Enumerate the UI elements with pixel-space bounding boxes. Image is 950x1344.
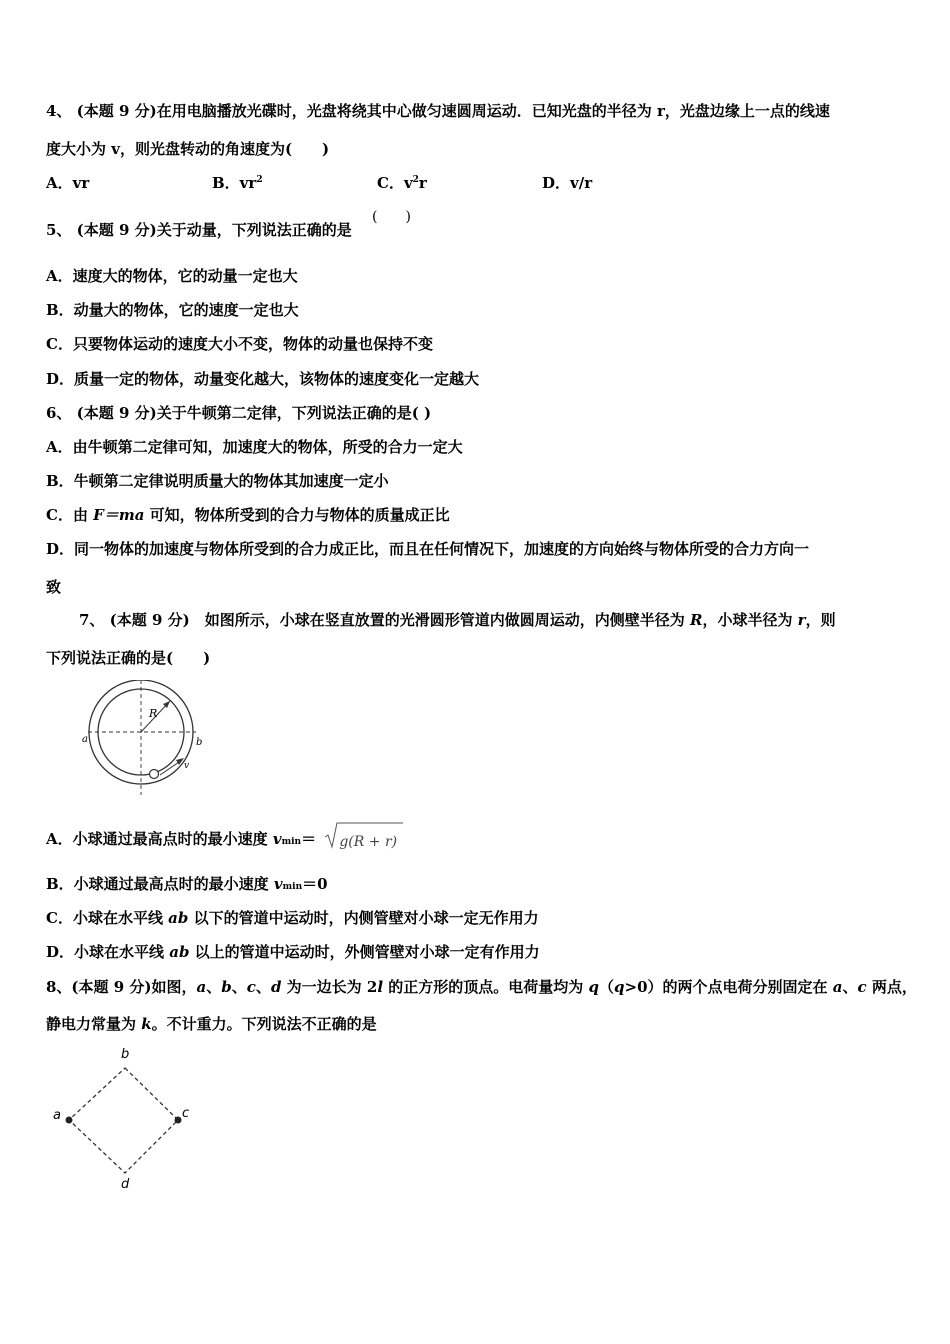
q8-label-d: d (121, 1177, 130, 1192)
q7-label-v: v (184, 761, 190, 771)
q6-option-b: B．牛顿第二定律说明质量大的物体其加速度一定小 (46, 472, 389, 490)
q8-stem-line2: 静电力常量为 k。不计重力。下列说法不正确的是 (46, 1015, 377, 1033)
q4-stem-line1: 4、 (本题 9 分)在用电脑播放光碟时，光盘将绕其中心做匀速圆周运动．已知光盘的半径为 r，光盘边缘上一点的线速 (46, 102, 830, 120)
q6-option-a: A．由牛顿第二定律可知，加速度大的物体，所受的合力一定大 (46, 438, 463, 456)
q7-option-a: A．小球通过最高点时的最小速度 vmin＝ g(R + r) (46, 829, 405, 852)
q7-label-a: a (82, 734, 88, 745)
q5-option-b: B．动量大的物体，它的速度一定也大 (46, 301, 299, 319)
q8-stem-line1: 8、(本题 9 分)如图，a、b、c、d 为一边长为 2l 的正方形的顶点。电荷量均为 q（q>0）的两个点电荷分别固定在 a、c 两点， (46, 978, 917, 996)
q6-stem: 6、 (本题 9 分)关于牛顿第二定律，下列说法正确的是( ) (46, 404, 432, 422)
q5-option-a: A．速度大的物体，它的动量一定也大 (46, 267, 298, 285)
q8-square-figure (46, 1044, 196, 1192)
q4-option-a: A．vr (46, 174, 90, 192)
q8-square-edges (69, 1068, 178, 1173)
q4-option-b: B．$vr^2$ (212, 174, 263, 192)
q7-label-r: R (149, 707, 158, 720)
q7-radical-sign (323, 819, 405, 849)
q4-stem-line2: 度大小为 v，则光盘转动的角速度为( ) (46, 140, 330, 158)
q6-formula: F＝ma (93, 506, 145, 524)
q6-option-d-line1: D．同一物体的加速度与物体所受到的合力成正比，而且在任何情况下，加速度的方向始终与物体所受的合力方向一 (46, 540, 810, 558)
q6-option-c: C．由 F＝ma 可知，物体所受到的合力与物体的质量成正比 (46, 506, 450, 524)
q7-ball (150, 770, 159, 779)
q5-option-d: D．质量一定的物体，动量变化越大，该物体的速度变化一定越大 (46, 370, 480, 388)
q7-option-c: C．小球在水平线 ab 以下的管道中运动时，内侧管壁对小球一定无作用力 (46, 909, 539, 927)
q7-label-b: b (196, 737, 203, 748)
q6-option-d-line2: 致 (46, 578, 62, 596)
q7-stem-line2: 下列说法正确的是( ) (46, 649, 211, 667)
q8-charge-a (66, 1117, 73, 1124)
q8-label-c: c (182, 1106, 190, 1121)
q8-label-a: a (53, 1108, 61, 1123)
q7-stem-line1: 7、 (本题 9 分) 如图所示，小球在竖直放置的光滑圆形管道内做圆周运动，内侧壁半径为 R，小球半径为 r，则 (79, 611, 836, 629)
q8-charge-c (175, 1117, 182, 1124)
q8-label-b: b (121, 1047, 130, 1062)
q7-circular-tube-figure (78, 680, 218, 798)
q5-stem: 5、 (本题 9 分)关于动量，下列说法正确的是 (46, 221, 352, 239)
q7-option-b: B．小球通过最高点时的最小速度 vmin＝0 (46, 875, 328, 893)
q4-option-c: C．$v^2r$ (377, 174, 427, 192)
q7-option-d: D．小球在水平线 ab 以上的管道中运动时，外侧管壁对小球一定有作用力 (46, 943, 540, 961)
q5-answer-paren: ( ) (372, 209, 411, 225)
q4-option-d: D．v/r (542, 174, 593, 192)
q5-option-c: C．只要物体运动的速度大小不变，物体的动量也保持不变 (46, 335, 433, 353)
q7-sqrt-expression: g(R + r) (323, 831, 405, 852)
